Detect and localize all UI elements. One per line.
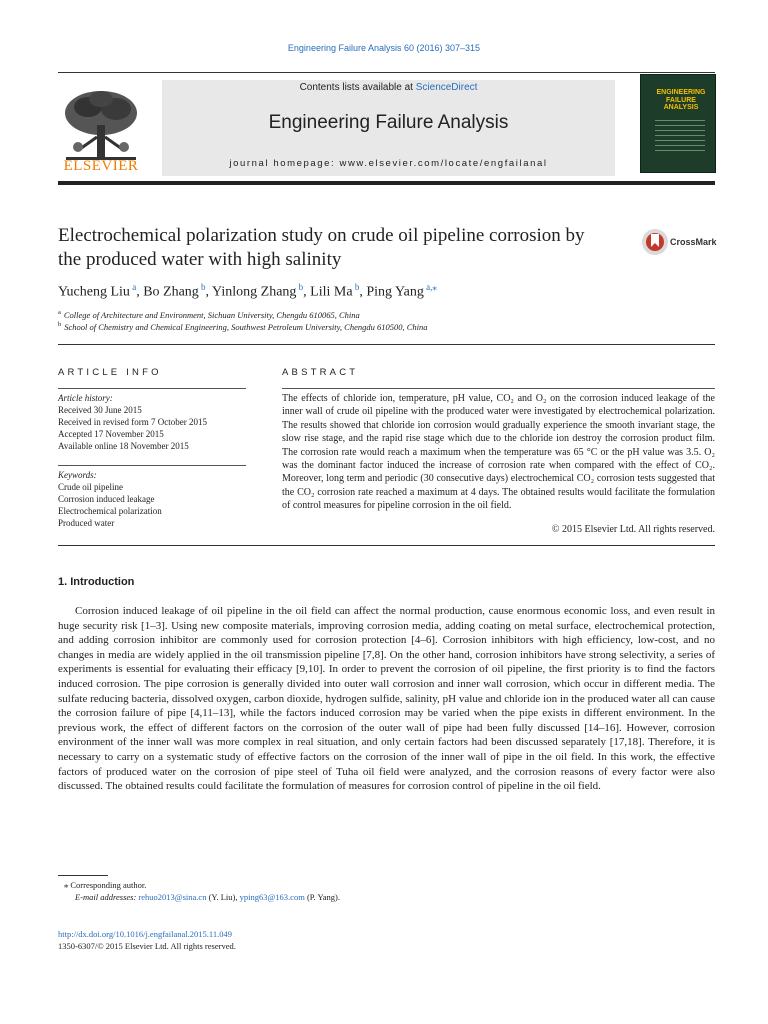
affiliation-mark: b [58, 321, 62, 328]
author-affiliation-mark[interactable]: b [352, 282, 360, 292]
email-owner: (P. Yang). [306, 892, 341, 902]
section-rule [58, 545, 715, 546]
author-name[interactable]: Yucheng Liu [58, 284, 130, 300]
introduction-heading: 1. Introduction [58, 576, 135, 588]
sciencedirect-link[interactable]: ScienceDirect [415, 82, 478, 93]
author-name[interactable]: Lili Ma [310, 284, 353, 300]
crossmark-label[interactable]: CrossMark [670, 237, 717, 247]
author-affiliation-mark[interactable]: b [296, 282, 304, 292]
history-item: Received in revised form 7 October 2015 [58, 417, 207, 427]
author-name[interactable]: Bo Zhang [143, 284, 199, 300]
author-affiliation-mark[interactable]: a,⁎ [423, 282, 437, 292]
affiliation-mark: a [58, 309, 61, 316]
keyword-item: Produced water [58, 518, 115, 528]
contents-line [162, 82, 615, 93]
journal-homepage [162, 158, 615, 169]
history-item: Available online 18 November 2015 [58, 441, 189, 451]
author-affiliation-mark[interactable]: a [129, 282, 137, 292]
author-list: Yucheng Liu $^a$, Bo Zhang $^b$, Yinlong Zhang $^b$, Lili Ma $^b$, Ping Yang $^{a,⁎}$ [58, 282, 437, 300]
elsevier-wordmark: ELSEVIER [63, 158, 139, 174]
history-label: Article history: [58, 393, 113, 403]
email-owner: (Y. Liu), [208, 892, 238, 902]
doi-link[interactable]: http://dx.doi.org/10.1016/j.engfailanal.2015.11.049 [58, 929, 232, 939]
abstract-copyright: © 2015 Elsevier Ltd. All rights reserved. [551, 524, 715, 535]
keyword-item: Crude oil pipeline [58, 482, 123, 492]
keyword-item: Electrochemical polarization [58, 506, 162, 516]
contents-prefix: Contents lists available at [299, 82, 416, 93]
journal-cover-image[interactable] [640, 74, 716, 173]
article-title: Electrochemical polarization study on crude oil pipeline corrosion by the produced water with high salinity [58, 225, 585, 270]
email-link[interactable]: yping63@163.com [239, 892, 305, 902]
issn-copyright: 1350-6307/© 2015 Elsevier Ltd. All rights reserved. [58, 941, 236, 951]
keywords-rule [58, 465, 246, 466]
author-affiliation-mark[interactable]: b [198, 282, 206, 292]
abstract-text: The effects of chloride ion, temperature, pH value, CO₂ and O₂ on the corrosion induced leakage of the inner wall of crude oil pipeline with the produced water were investigated by electrochemical polarization. The results showed that chloride ion corrosion would gradually experience the smooth invariant stage, the slow rise stage, and the rapid rise stage which due to the chloride ion destroy the corrosion product film. The corrosion rate would reach a maximum when the temperature was 65 °C or the pH value was 3.5. O₂ was the dominant factor induced the increase of corrosion rate when compared with the effect of CO₂. Moreover, long term and periodic (30 consecutive days) electrochemical CO₂ corrosion tests suggested that the CO₂ corrosion rate reached a maximum at 4 days. The obtained results would facilitate the formulation of control measures for pipeline corrosion in the oil field. [282, 393, 715, 512]
keywords [58, 469, 246, 529]
author-name[interactable]: Yinlong Zhang [212, 284, 297, 300]
journal-reference[interactable]: Engineering Failure Analysis 60 (2016) 307–315 [287, 43, 481, 53]
abstract-rule [282, 388, 715, 389]
homepage-prefix: journal homepage: [229, 158, 340, 169]
section-rule [58, 344, 715, 345]
journal-title: Engineering Failure Analysis [268, 112, 509, 133]
article-history [58, 392, 246, 452]
email-link[interactable]: rehuo2013@sina.cn [138, 892, 207, 902]
email-footnote [58, 892, 715, 902]
keyword-item: Corrosion induced leakage [58, 494, 155, 504]
article-info-heading: ARTICLE INFO [58, 367, 162, 378]
corresponding-author-note: ⁎ Corresponding author. [64, 880, 147, 890]
introduction-text: Corrosion induced leakage of oil pipeline in the oil field can affect the normal production, cause enormous economic loss, and even result in huge security risk [1–3]. Using new composite materials, improving corrosion media, adding coating on metal surface, electrochemical protection, and adding corrosion inhibitor are commonly used for corrosion protection [4–6]. Corrosion inhibitors with high efficiency, low-cost, and no changes in media are widely applied in the oil transmission pipeline [7,8]. On the other hand, corrosion inhibitors have strong selectivity, a series of experiments is essential for evaluating their efficacy [9,10]. In order to prevent the corrosion of oil pipeline, the first priority is to find the factors induced corrosion. The pipe corrosion is generally divided into outer wall corrosion and inner wall corrosion, which occur in different media. The sulfate reducing bacteria, dissolved oxygen, carbon dioxide, hydrogen sulfide, salinity, pH value and chloride ion in the produced water all can cause the corrosion failure of pipe [4,11–13], while the factors induced corrosion may be varied when the pipe exists in different environment. In the previous work, the effect of different factors on the corrosion of the outer wall of pipe had been fully discussed [14–16]. However, corrosion environment of the inner wall was more complex in real situation, and only certain factors had been discussed separately [17,18]. Therefore, it is necessary to carry on a systematic study of effective factors on the corrosion of the inner wall of pipe in the oil field. In this work, the effective factors of produced water on the corrosion of pipe steel of Tuha oil field were analyzed, and the corrosion reasons of every factor were also discussed. The obtained results could facilitate the formulation of measures for corrosion control of pipeline in the oil field. [58, 605, 715, 793]
cover-decoration [655, 120, 705, 155]
affiliation-a [58, 309, 715, 320]
cover-title: ENGINEERING FAILURE ANALYSIS [656, 89, 706, 111]
history-item: Accepted 17 November 2015 [58, 429, 164, 439]
keywords-label: Keywords: [58, 470, 97, 480]
history-item: Received 30 June 2015 [58, 405, 142, 415]
affiliation-text: College of Architecture and Environment, Sichuan University, Chengdu 610065, China [63, 309, 360, 320]
top-rule [58, 72, 715, 73]
affiliation-b [58, 321, 715, 332]
homepage-url[interactable]: www.elsevier.com/locate/engfailanal [339, 158, 548, 169]
article-info-rule [58, 388, 246, 389]
abstract-heading: ABSTRACT [282, 367, 359, 378]
footnote-rule [58, 875, 108, 876]
header-thick-rule [58, 181, 715, 185]
email-label: E-mail addresses: [75, 892, 137, 902]
affiliation-text: School of Chemistry and Chemical Engineering, Southwest Petroleum University, Chengdu 610500, China [64, 321, 428, 332]
author-name[interactable]: Ping Yang [366, 284, 424, 300]
